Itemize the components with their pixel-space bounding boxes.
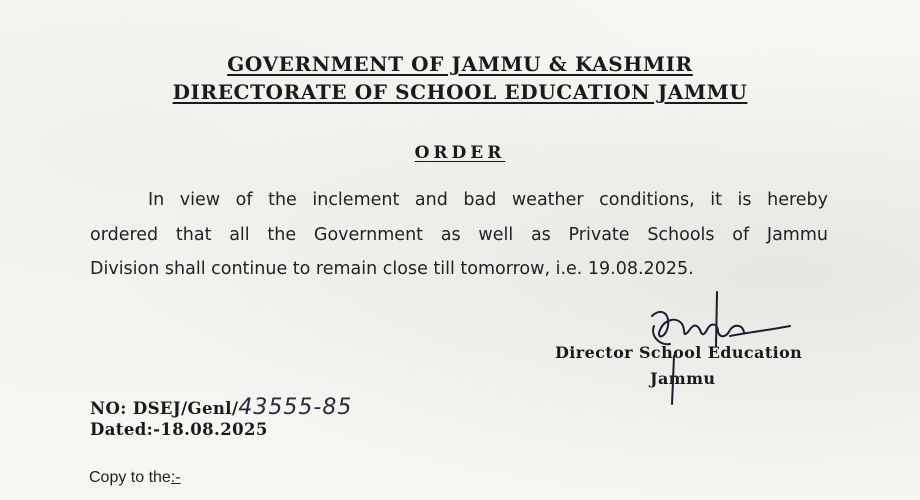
signatory-place: Jammu: [650, 369, 716, 388]
copy-to-label: Copy to the:-: [89, 469, 181, 486]
directorate-heading: DIRECTORATE OF SCHOOL EDUCATION JAMMU: [172, 80, 748, 104]
order-date: Dated:-18.08.2025: [90, 420, 268, 439]
order-body-line-2: ordered that all the Government as well as Private Schools of Jammu: [90, 225, 828, 245]
handwritten-signature: [630, 286, 810, 406]
order-title: ORDER: [414, 143, 506, 163]
order-body-line-1: In view of the inclement and bad weather conditions, it is hereby: [148, 190, 828, 210]
order-body-line-3: Division shall continue to remain close till tomorrow, i.e. 19.08.2025.: [90, 259, 694, 279]
signatory-title: Director School Education: [555, 343, 803, 362]
government-heading: GOVERNMENT OF JAMMU & KASHMIR: [227, 52, 693, 76]
handwritten-reference-number: 43555-85: [238, 395, 353, 420]
reference-number: NO: DSEJ/Genl/43555-85: [90, 395, 353, 420]
